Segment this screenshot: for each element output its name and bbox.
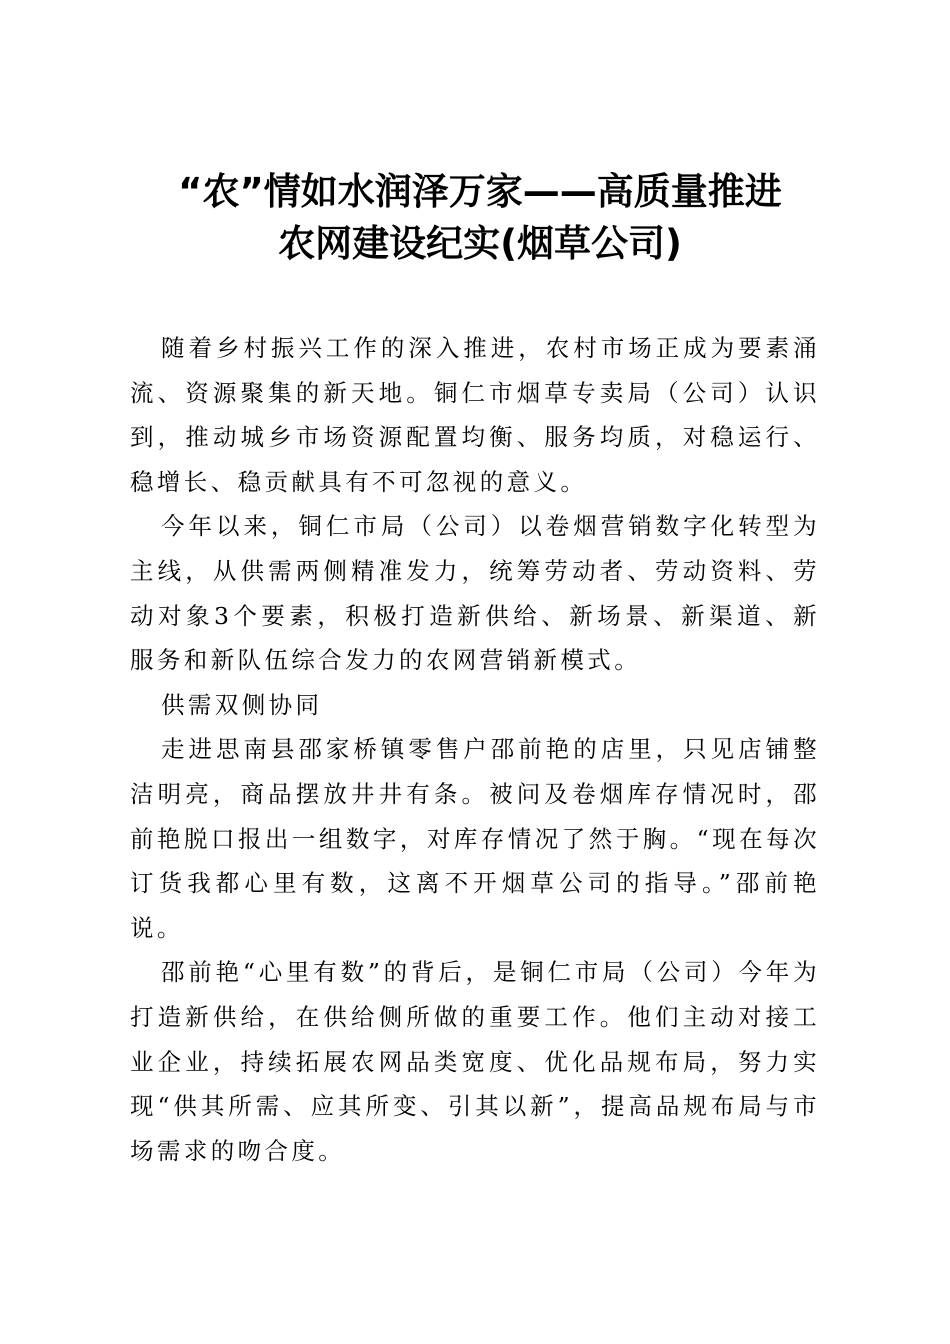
- title-line-2: 农网建设纪实(烟草公司): [278, 222, 682, 265]
- paragraph-supply-side: 邵前艳“心里有数”的背后，是铜仁市局（公司）今年为打造新供给，在供给侧所做的重要工作。他们主动对接工业企业，持续拓展农网品类宽度、优化品规布局，努力实现“供其所需、应其所变、引其以新”，提高品规布局与市场需求的吻合度。: [130, 958, 820, 1165]
- document-title: [100, 166, 860, 270]
- paragraph-intro: 随着乡村振兴工作的深入推进，农村市场正成为要素涌流、资源聚集的新天地。铜仁市烟草专卖局（公司）认识到，推动城乡市场资源配置均衡、服务均质，对稳运行、稳增长、稳贡献具有不可忽视的意义。: [130, 334, 820, 496]
- document-body: [130, 326, 820, 1173]
- paragraph-overview: 今年以来，铜仁市局（公司）以卷烟营销数字化转型为主线，从供需两侧精准发力，统筹劳动者、劳动资料、劳动对象3个要素，积极打造新供给、新场景、新渠道、新服务和新队伍综合发力的农网营销新模式。: [130, 512, 820, 675]
- section-heading: 供需双侧协同: [161, 690, 323, 719]
- paragraph-store-visit: 走进思南县邵家桥镇零售户邵前艳的店里，只见店铺整洁明亮，商品摆放井井有条。被问及卷烟库存情况时，邵前艳脱口报出一组数字，对库存情况了然于胸。“现在每次订货我都心里有数，这离不开烟草公司的指导。”邵前艳说。: [130, 735, 820, 942]
- title-line-1: “农”情如水润泽万家——高质量推进: [178, 170, 782, 213]
